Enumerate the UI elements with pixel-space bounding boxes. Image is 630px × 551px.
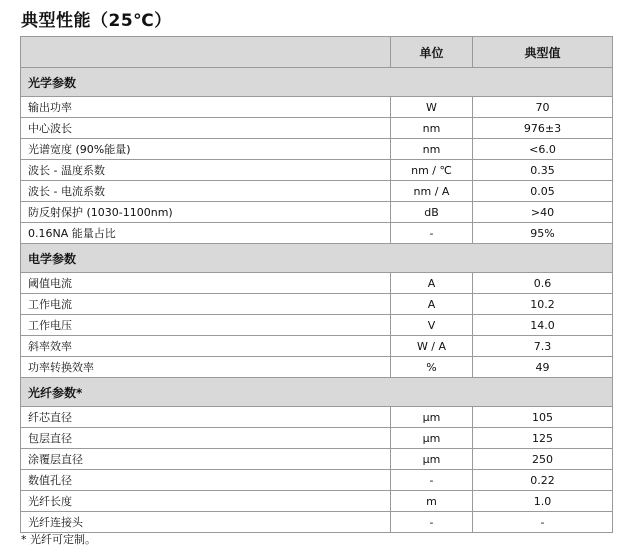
unit-cell: m <box>391 491 473 512</box>
param-cell: 工作电流 <box>21 294 391 315</box>
table-row <box>21 97 613 118</box>
value-cell: 250 <box>473 449 613 470</box>
param-cell: 波长 - 温度系数 <box>21 160 391 181</box>
value-cell: 14.0 <box>473 315 613 336</box>
value-cell: 95% <box>473 223 613 244</box>
param-cell: 数值孔径 <box>21 470 391 491</box>
value-cell: 0.6 <box>473 273 613 294</box>
table-row <box>21 357 613 378</box>
param-cell: 斜率效率 <box>21 336 391 357</box>
unit-cell: - <box>391 223 473 244</box>
table-row <box>21 139 613 160</box>
table-row <box>21 336 613 357</box>
param-cell: 阈值电流 <box>21 273 391 294</box>
value-cell: 1.0 <box>473 491 613 512</box>
table-row <box>21 449 613 470</box>
param-cell: 光纤长度 <box>21 491 391 512</box>
param-cell: 波长 - 电流系数 <box>21 181 391 202</box>
value-cell: >40 <box>473 202 613 223</box>
table-row <box>21 407 613 428</box>
table-row <box>21 223 613 244</box>
table-row <box>21 315 613 336</box>
section-header-row <box>21 68 613 97</box>
header-unit: 单位 <box>391 37 473 68</box>
param-cell: 涂覆层直径 <box>21 449 391 470</box>
param-cell: 防反射保护 (1030-1100nm) <box>21 202 391 223</box>
param-cell: 光谱宽度 (90%能量) <box>21 139 391 160</box>
param-cell: 中心波长 <box>21 118 391 139</box>
unit-cell: W <box>391 97 473 118</box>
table-header-row <box>21 37 613 68</box>
param-cell: 功率转换效率 <box>21 357 391 378</box>
value-cell: 10.2 <box>473 294 613 315</box>
unit-cell: V <box>391 315 473 336</box>
section-title: 光纤参数* <box>21 378 613 407</box>
unit-cell: μm <box>391 449 473 470</box>
table-row <box>21 470 613 491</box>
unit-cell: nm / A <box>391 181 473 202</box>
spec-table <box>20 36 613 533</box>
unit-cell: - <box>391 512 473 533</box>
value-cell: 49 <box>473 357 613 378</box>
table-row <box>21 118 613 139</box>
section-header-row <box>21 244 613 273</box>
section-title: 电学参数 <box>21 244 613 273</box>
value-cell: <6.0 <box>473 139 613 160</box>
unit-cell: W / A <box>391 336 473 357</box>
table-row <box>21 202 613 223</box>
footnote: * 光纤可定制。 <box>21 533 96 546</box>
value-cell: 976±3 <box>473 118 613 139</box>
value-cell: 70 <box>473 97 613 118</box>
unit-cell: % <box>391 357 473 378</box>
unit-cell: A <box>391 273 473 294</box>
param-cell: 包层直径 <box>21 428 391 449</box>
value-cell: - <box>473 512 613 533</box>
unit-cell: nm <box>391 139 473 160</box>
table-row <box>21 428 613 449</box>
header-value: 典型值 <box>473 37 613 68</box>
param-cell: 输出功率 <box>21 97 391 118</box>
section-title: 光学参数 <box>21 68 613 97</box>
table-row <box>21 160 613 181</box>
value-cell: 125 <box>473 428 613 449</box>
table-row <box>21 273 613 294</box>
table-row <box>21 181 613 202</box>
value-cell: 0.05 <box>473 181 613 202</box>
param-cell: 纤芯直径 <box>21 407 391 428</box>
value-cell: 0.35 <box>473 160 613 181</box>
table-row <box>21 294 613 315</box>
unit-cell: dB <box>391 202 473 223</box>
page-title: 典型性能（25℃） <box>21 11 172 31</box>
value-cell: 105 <box>473 407 613 428</box>
table-row <box>21 491 613 512</box>
unit-cell: nm / ℃ <box>391 160 473 181</box>
header-param <box>21 37 391 68</box>
value-cell: 0.22 <box>473 470 613 491</box>
table-row <box>21 512 613 533</box>
unit-cell: nm <box>391 118 473 139</box>
value-cell: 7.3 <box>473 336 613 357</box>
unit-cell: A <box>391 294 473 315</box>
section-header-row <box>21 378 613 407</box>
param-cell: 0.16NA 能量占比 <box>21 223 391 244</box>
unit-cell: μm <box>391 428 473 449</box>
unit-cell: - <box>391 470 473 491</box>
unit-cell: μm <box>391 407 473 428</box>
param-cell: 工作电压 <box>21 315 391 336</box>
param-cell: 光纤连接头 <box>21 512 391 533</box>
